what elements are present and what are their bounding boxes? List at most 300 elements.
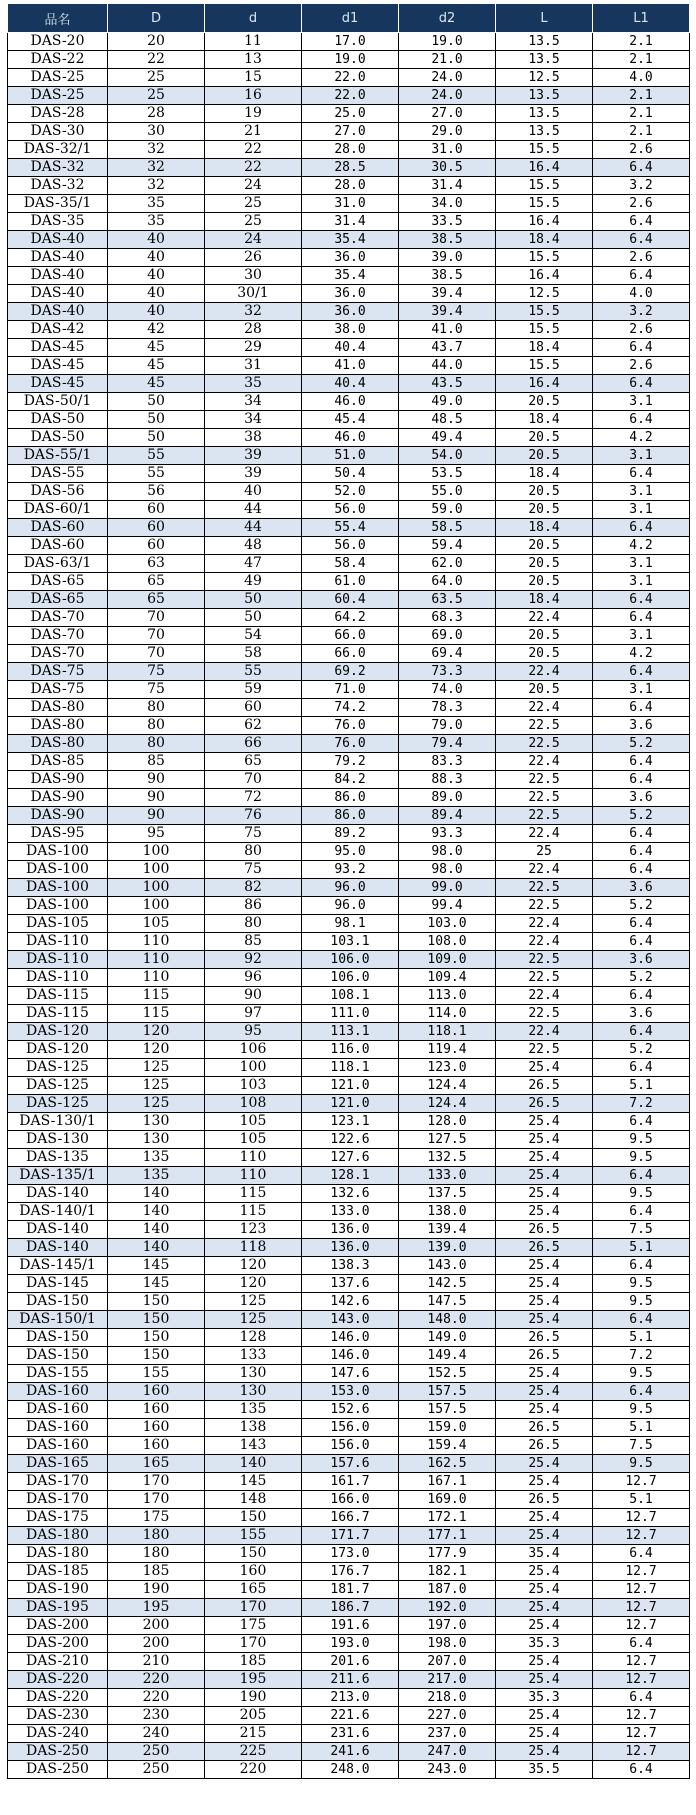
cell-D: 45 bbox=[108, 339, 205, 357]
cell-D: 160 bbox=[108, 1401, 205, 1419]
cell-d1: 121.0 bbox=[302, 1077, 399, 1095]
cell-d: 118 bbox=[205, 1239, 302, 1257]
table-row bbox=[8, 1005, 690, 1023]
cell-L: 18.4 bbox=[496, 339, 593, 357]
cell-d: 35 bbox=[205, 375, 302, 393]
cell-d1: 56.0 bbox=[302, 537, 399, 555]
table-row bbox=[8, 483, 690, 501]
cell-d2: 38.5 bbox=[399, 267, 496, 285]
cell-D: 190 bbox=[108, 1581, 205, 1599]
cell-product-name: DAS-70 bbox=[8, 645, 108, 663]
cell-d1: 28.5 bbox=[302, 159, 399, 177]
table-row bbox=[8, 537, 690, 555]
cell-L1: 12.7 bbox=[593, 1581, 690, 1599]
cell-D: 35 bbox=[108, 195, 205, 213]
cell-d2: 147.5 bbox=[399, 1293, 496, 1311]
cell-d2: 172.1 bbox=[399, 1509, 496, 1527]
cell-D: 195 bbox=[108, 1599, 205, 1617]
cell-d: 55 bbox=[205, 663, 302, 681]
cell-d: 105 bbox=[205, 1131, 302, 1149]
cell-product-name: DAS-80 bbox=[8, 699, 108, 717]
cell-d1: 60.4 bbox=[302, 591, 399, 609]
cell-D: 80 bbox=[108, 735, 205, 753]
table-row bbox=[8, 1311, 690, 1329]
cell-L: 26.5 bbox=[496, 1095, 593, 1113]
cell-D: 125 bbox=[108, 1059, 205, 1077]
cell-L: 26.5 bbox=[496, 1347, 593, 1365]
cell-L: 13.5 bbox=[496, 105, 593, 123]
cell-product-name: DAS-63/1 bbox=[8, 555, 108, 573]
table-row bbox=[8, 51, 690, 69]
cell-d2: 109.4 bbox=[399, 969, 496, 987]
cell-product-name: DAS-210 bbox=[8, 1653, 108, 1671]
cell-d: 95 bbox=[205, 1023, 302, 1041]
cell-L: 22.4 bbox=[496, 987, 593, 1005]
cell-d1: 138.3 bbox=[302, 1257, 399, 1275]
cell-L1: 4.2 bbox=[593, 645, 690, 663]
cell-d1: 71.0 bbox=[302, 681, 399, 699]
cell-L1: 3.6 bbox=[593, 789, 690, 807]
cell-d2: 33.5 bbox=[399, 213, 496, 231]
cell-d2: 53.5 bbox=[399, 465, 496, 483]
cell-d2: 38.5 bbox=[399, 231, 496, 249]
cell-L1: 6.4 bbox=[593, 1059, 690, 1077]
cell-D: 75 bbox=[108, 663, 205, 681]
cell-D: 165 bbox=[108, 1455, 205, 1473]
cell-d2: 73.3 bbox=[399, 663, 496, 681]
cell-d1: 55.4 bbox=[302, 519, 399, 537]
table-row bbox=[8, 735, 690, 753]
cell-D: 145 bbox=[108, 1257, 205, 1275]
cell-L: 22.5 bbox=[496, 1005, 593, 1023]
cell-d: 50 bbox=[205, 609, 302, 627]
cell-d1: 128.1 bbox=[302, 1167, 399, 1185]
table-row bbox=[8, 501, 690, 519]
cell-d: 120 bbox=[205, 1275, 302, 1293]
cell-d: 70 bbox=[205, 771, 302, 789]
cell-d2: 68.3 bbox=[399, 609, 496, 627]
table-row bbox=[8, 987, 690, 1005]
cell-d2: 93.3 bbox=[399, 825, 496, 843]
cell-D: 70 bbox=[108, 609, 205, 627]
cell-L: 22.4 bbox=[496, 663, 593, 681]
cell-d2: 139.0 bbox=[399, 1239, 496, 1257]
cell-d2: 198.0 bbox=[399, 1635, 496, 1653]
cell-product-name: DAS-175 bbox=[8, 1509, 108, 1527]
cell-L: 22.4 bbox=[496, 1023, 593, 1041]
cell-d1: 28.0 bbox=[302, 177, 399, 195]
cell-D: 63 bbox=[108, 555, 205, 573]
cell-D: 240 bbox=[108, 1725, 205, 1743]
table-row bbox=[8, 771, 690, 789]
table-row bbox=[8, 555, 690, 573]
cell-L: 20.5 bbox=[496, 681, 593, 699]
cell-D: 60 bbox=[108, 519, 205, 537]
cell-D: 40 bbox=[108, 231, 205, 249]
cell-product-name: DAS-250 bbox=[8, 1761, 108, 1779]
cell-d: 25 bbox=[205, 213, 302, 231]
cell-L: 20.5 bbox=[496, 483, 593, 501]
table-row bbox=[8, 267, 690, 285]
cell-product-name: DAS-45 bbox=[8, 375, 108, 393]
table-row bbox=[8, 1023, 690, 1041]
cell-d: 130 bbox=[205, 1383, 302, 1401]
cell-product-name: DAS-95 bbox=[8, 825, 108, 843]
cell-L: 26.5 bbox=[496, 1077, 593, 1095]
cell-d2: 187.0 bbox=[399, 1581, 496, 1599]
table-row bbox=[8, 969, 690, 987]
cell-d1: 22.0 bbox=[302, 69, 399, 87]
cell-d2: 98.0 bbox=[399, 861, 496, 879]
cell-d: 170 bbox=[205, 1635, 302, 1653]
cell-L: 25.4 bbox=[496, 1059, 593, 1077]
cell-d2: 157.5 bbox=[399, 1383, 496, 1401]
cell-d: 76 bbox=[205, 807, 302, 825]
cell-d1: 98.1 bbox=[302, 915, 399, 933]
cell-D: 28 bbox=[108, 105, 205, 123]
cell-d2: 103.0 bbox=[399, 915, 496, 933]
cell-d2: 247.0 bbox=[399, 1743, 496, 1761]
cell-D: 100 bbox=[108, 897, 205, 915]
cell-D: 50 bbox=[108, 393, 205, 411]
header-L: L bbox=[496, 4, 593, 33]
cell-D: 115 bbox=[108, 1005, 205, 1023]
cell-d2: 133.0 bbox=[399, 1167, 496, 1185]
cell-d2: 69.4 bbox=[399, 645, 496, 663]
cell-D: 145 bbox=[108, 1275, 205, 1293]
table-row bbox=[8, 213, 690, 231]
cell-L: 20.5 bbox=[496, 429, 593, 447]
cell-L1: 6.4 bbox=[593, 159, 690, 177]
cell-product-name: DAS-100 bbox=[8, 861, 108, 879]
cell-d1: 66.0 bbox=[302, 627, 399, 645]
cell-d1: 79.2 bbox=[302, 753, 399, 771]
cell-product-name: DAS-70 bbox=[8, 627, 108, 645]
cell-L1: 9.5 bbox=[593, 1275, 690, 1293]
table-row bbox=[8, 357, 690, 375]
table-header bbox=[8, 4, 690, 33]
cell-D: 150 bbox=[108, 1311, 205, 1329]
cell-L1: 6.4 bbox=[593, 987, 690, 1005]
cell-L1: 5.1 bbox=[593, 1239, 690, 1257]
cell-L1: 12.7 bbox=[593, 1707, 690, 1725]
cell-d1: 116.0 bbox=[302, 1041, 399, 1059]
table-row bbox=[8, 897, 690, 915]
cell-d2: 142.5 bbox=[399, 1275, 496, 1293]
cell-L1: 2.1 bbox=[593, 51, 690, 69]
cell-product-name: DAS-45 bbox=[8, 339, 108, 357]
cell-d2: 55.0 bbox=[399, 483, 496, 501]
cell-d2: 30.5 bbox=[399, 159, 496, 177]
table-row bbox=[8, 321, 690, 339]
cell-L: 25.4 bbox=[496, 1383, 593, 1401]
table-row bbox=[8, 1257, 690, 1275]
cell-L1: 2.6 bbox=[593, 321, 690, 339]
table-row bbox=[8, 195, 690, 213]
cell-product-name: DAS-150 bbox=[8, 1293, 108, 1311]
table-row bbox=[8, 1419, 690, 1437]
cell-L1: 3.6 bbox=[593, 1005, 690, 1023]
cell-L: 26.5 bbox=[496, 1239, 593, 1257]
cell-D: 56 bbox=[108, 483, 205, 501]
cell-d2: 41.0 bbox=[399, 321, 496, 339]
cell-d1: 191.6 bbox=[302, 1617, 399, 1635]
cell-L1: 6.4 bbox=[593, 1545, 690, 1563]
cell-L1: 2.1 bbox=[593, 105, 690, 123]
cell-product-name: DAS-100 bbox=[8, 897, 108, 915]
cell-d: 96 bbox=[205, 969, 302, 987]
table-row bbox=[8, 1293, 690, 1311]
cell-d1: 137.6 bbox=[302, 1275, 399, 1293]
cell-L1: 6.4 bbox=[593, 1635, 690, 1653]
table-row bbox=[8, 1635, 690, 1653]
cell-d: 39 bbox=[205, 465, 302, 483]
cell-d: 123 bbox=[205, 1221, 302, 1239]
table-row bbox=[8, 141, 690, 159]
cell-d1: 121.0 bbox=[302, 1095, 399, 1113]
cell-d: 82 bbox=[205, 879, 302, 897]
cell-d1: 136.0 bbox=[302, 1239, 399, 1257]
cell-d1: 27.0 bbox=[302, 123, 399, 141]
cell-d2: 162.5 bbox=[399, 1455, 496, 1473]
cell-d2: 29.0 bbox=[399, 123, 496, 141]
table-row bbox=[8, 1095, 690, 1113]
cell-d: 215 bbox=[205, 1725, 302, 1743]
cell-D: 150 bbox=[108, 1347, 205, 1365]
cell-d1: 143.0 bbox=[302, 1311, 399, 1329]
table-row bbox=[8, 1059, 690, 1077]
cell-D: 130 bbox=[108, 1131, 205, 1149]
cell-product-name: DAS-85 bbox=[8, 753, 108, 771]
cell-L: 25.4 bbox=[496, 1131, 593, 1149]
cell-product-name: DAS-195 bbox=[8, 1599, 108, 1617]
cell-L: 16.4 bbox=[496, 213, 593, 231]
cell-d: 48 bbox=[205, 537, 302, 555]
cell-D: 45 bbox=[108, 357, 205, 375]
cell-L: 22.5 bbox=[496, 951, 593, 969]
cell-product-name: DAS-150 bbox=[8, 1329, 108, 1347]
cell-L1: 6.4 bbox=[593, 519, 690, 537]
cell-d: 138 bbox=[205, 1419, 302, 1437]
cell-D: 100 bbox=[108, 843, 205, 861]
cell-D: 40 bbox=[108, 267, 205, 285]
cell-d1: 231.6 bbox=[302, 1725, 399, 1743]
cell-L: 25.4 bbox=[496, 1581, 593, 1599]
cell-d: 92 bbox=[205, 951, 302, 969]
cell-d: 110 bbox=[205, 1149, 302, 1167]
cell-L: 20.5 bbox=[496, 573, 593, 591]
cell-L1: 5.1 bbox=[593, 1077, 690, 1095]
cell-d2: 58.5 bbox=[399, 519, 496, 537]
cell-L1: 6.4 bbox=[593, 861, 690, 879]
cell-d1: 108.1 bbox=[302, 987, 399, 1005]
cell-d1: 211.6 bbox=[302, 1671, 399, 1689]
cell-L: 25.4 bbox=[496, 1671, 593, 1689]
cell-D: 80 bbox=[108, 699, 205, 717]
table-row bbox=[8, 1707, 690, 1725]
cell-d2: 79.4 bbox=[399, 735, 496, 753]
cell-d2: 99.0 bbox=[399, 879, 496, 897]
cell-L: 22.5 bbox=[496, 897, 593, 915]
cell-d2: 59.4 bbox=[399, 537, 496, 555]
cell-d1: 113.1 bbox=[302, 1023, 399, 1041]
table-row bbox=[8, 87, 690, 105]
cell-L: 25.4 bbox=[496, 1617, 593, 1635]
cell-L: 22.4 bbox=[496, 825, 593, 843]
table-row bbox=[8, 1383, 690, 1401]
cell-product-name: DAS-90 bbox=[8, 807, 108, 825]
cell-d2: 21.0 bbox=[399, 51, 496, 69]
cell-d1: 76.0 bbox=[302, 735, 399, 753]
cell-L: 25.4 bbox=[496, 1743, 593, 1761]
cell-product-name: DAS-32 bbox=[8, 159, 108, 177]
cell-product-name: DAS-35 bbox=[8, 213, 108, 231]
cell-L1: 2.1 bbox=[593, 87, 690, 105]
table-row bbox=[8, 285, 690, 303]
cell-L1: 12.7 bbox=[593, 1599, 690, 1617]
cell-D: 135 bbox=[108, 1167, 205, 1185]
cell-d1: 76.0 bbox=[302, 717, 399, 735]
cell-d: 190 bbox=[205, 1689, 302, 1707]
cell-L1: 5.1 bbox=[593, 1419, 690, 1437]
cell-L: 13.5 bbox=[496, 33, 593, 51]
cell-L: 26.5 bbox=[496, 1437, 593, 1455]
cell-product-name: DAS-160 bbox=[8, 1401, 108, 1419]
cell-d: 106 bbox=[205, 1041, 302, 1059]
cell-L: 25.4 bbox=[496, 1167, 593, 1185]
cell-d2: 227.0 bbox=[399, 1707, 496, 1725]
cell-d2: 99.4 bbox=[399, 897, 496, 915]
cell-D: 220 bbox=[108, 1671, 205, 1689]
cell-d: 40 bbox=[205, 483, 302, 501]
cell-product-name: DAS-55/1 bbox=[8, 447, 108, 465]
cell-D: 42 bbox=[108, 321, 205, 339]
table-row bbox=[8, 1599, 690, 1617]
cell-product-name: DAS-25 bbox=[8, 69, 108, 87]
cell-d: 195 bbox=[205, 1671, 302, 1689]
cell-product-name: DAS-28 bbox=[8, 105, 108, 123]
cell-product-name: DAS-140/1 bbox=[8, 1203, 108, 1221]
table-row bbox=[8, 465, 690, 483]
cell-d1: 106.0 bbox=[302, 969, 399, 987]
cell-d1: 146.0 bbox=[302, 1347, 399, 1365]
cell-d: 49 bbox=[205, 573, 302, 591]
cell-L1: 2.1 bbox=[593, 33, 690, 51]
cell-D: 155 bbox=[108, 1365, 205, 1383]
cell-product-name: DAS-80 bbox=[8, 735, 108, 753]
cell-L1: 3.1 bbox=[593, 681, 690, 699]
cell-L1: 12.7 bbox=[593, 1671, 690, 1689]
table-row bbox=[8, 1365, 690, 1383]
cell-product-name: DAS-45 bbox=[8, 357, 108, 375]
cell-L1: 9.5 bbox=[593, 1149, 690, 1167]
cell-product-name: DAS-50 bbox=[8, 411, 108, 429]
cell-d2: 59.0 bbox=[399, 501, 496, 519]
cell-L: 15.5 bbox=[496, 141, 593, 159]
cell-d2: 127.5 bbox=[399, 1131, 496, 1149]
cell-d: 22 bbox=[205, 159, 302, 177]
cell-d2: 177.9 bbox=[399, 1545, 496, 1563]
cell-L: 15.5 bbox=[496, 249, 593, 267]
cell-d: 25 bbox=[205, 195, 302, 213]
cell-product-name: DAS-135/1 bbox=[8, 1167, 108, 1185]
cell-d1: 111.0 bbox=[302, 1005, 399, 1023]
cell-L1: 6.4 bbox=[593, 1761, 690, 1779]
cell-L1: 9.5 bbox=[593, 1455, 690, 1473]
cell-d: 125 bbox=[205, 1311, 302, 1329]
cell-d1: 136.0 bbox=[302, 1221, 399, 1239]
cell-d2: 49.0 bbox=[399, 393, 496, 411]
cell-L1: 5.1 bbox=[593, 1491, 690, 1509]
cell-d2: 54.0 bbox=[399, 447, 496, 465]
cell-d1: 35.4 bbox=[302, 231, 399, 249]
table-row bbox=[8, 303, 690, 321]
table-row bbox=[8, 393, 690, 411]
table-row bbox=[8, 879, 690, 897]
cell-d1: 40.4 bbox=[302, 375, 399, 393]
cell-d: 47 bbox=[205, 555, 302, 573]
cell-L1: 6.4 bbox=[593, 465, 690, 483]
cell-L: 25.4 bbox=[496, 1401, 593, 1419]
cell-d: 26 bbox=[205, 249, 302, 267]
cell-d1: 74.2 bbox=[302, 699, 399, 717]
cell-d2: 31.0 bbox=[399, 141, 496, 159]
cell-L: 22.4 bbox=[496, 861, 593, 879]
cell-D: 40 bbox=[108, 303, 205, 321]
cell-d: 38 bbox=[205, 429, 302, 447]
cell-D: 35 bbox=[108, 213, 205, 231]
cell-d1: 118.1 bbox=[302, 1059, 399, 1077]
table-row bbox=[8, 789, 690, 807]
cell-d1: 176.7 bbox=[302, 1563, 399, 1581]
cell-d1: 86.0 bbox=[302, 807, 399, 825]
cell-L: 18.4 bbox=[496, 465, 593, 483]
cell-d1: 132.6 bbox=[302, 1185, 399, 1203]
cell-d1: 103.1 bbox=[302, 933, 399, 951]
cell-d2: 139.4 bbox=[399, 1221, 496, 1239]
cell-d2: 149.0 bbox=[399, 1329, 496, 1347]
cell-L1: 12.7 bbox=[593, 1653, 690, 1671]
cell-D: 250 bbox=[108, 1743, 205, 1761]
cell-d: 133 bbox=[205, 1347, 302, 1365]
cell-d2: 118.1 bbox=[399, 1023, 496, 1041]
cell-product-name: DAS-20 bbox=[8, 33, 108, 51]
cell-D: 90 bbox=[108, 807, 205, 825]
cell-d1: 181.7 bbox=[302, 1581, 399, 1599]
cell-d2: 74.0 bbox=[399, 681, 496, 699]
cell-d2: 83.3 bbox=[399, 753, 496, 771]
cell-product-name: DAS-145/1 bbox=[8, 1257, 108, 1275]
cell-d: 97 bbox=[205, 1005, 302, 1023]
cell-L1: 12.7 bbox=[593, 1473, 690, 1491]
cell-d: 30 bbox=[205, 267, 302, 285]
header-product-name: 品名 bbox=[8, 4, 108, 33]
cell-product-name: DAS-25 bbox=[8, 87, 108, 105]
cell-L: 25.4 bbox=[496, 1257, 593, 1275]
cell-L: 22.5 bbox=[496, 789, 593, 807]
cell-L1: 2.6 bbox=[593, 249, 690, 267]
cell-L: 25.4 bbox=[496, 1455, 593, 1473]
cell-d: 54 bbox=[205, 627, 302, 645]
cell-L: 13.5 bbox=[496, 51, 593, 69]
cell-d2: 64.0 bbox=[399, 573, 496, 591]
table-row bbox=[8, 519, 690, 537]
cell-D: 110 bbox=[108, 951, 205, 969]
cell-product-name: DAS-32/1 bbox=[8, 141, 108, 159]
cell-product-name: DAS-55 bbox=[8, 465, 108, 483]
table-row bbox=[8, 843, 690, 861]
cell-d2: 24.0 bbox=[399, 69, 496, 87]
